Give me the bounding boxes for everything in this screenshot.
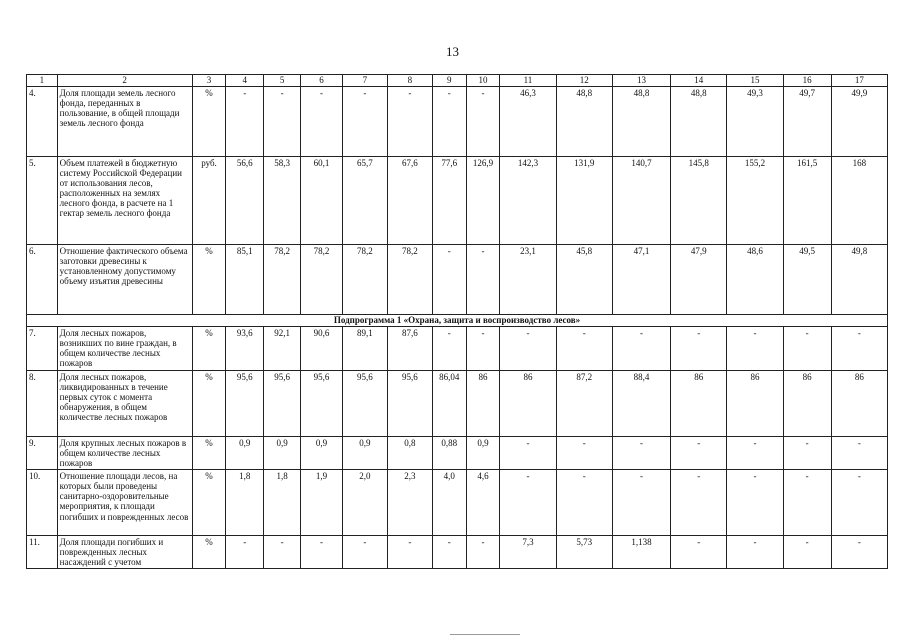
value-cell: - (556, 327, 612, 371)
indicator-name: Доля площади земель лесного фонда, переданных в пользование, в общей площади земель лесного фонда (57, 87, 192, 157)
row-number: 10. (27, 470, 58, 536)
value-cell: 86 (831, 371, 887, 437)
column-number-cell: 6 (301, 75, 343, 87)
table-row (27, 157, 888, 245)
value-cell: - (831, 437, 887, 470)
value-cell: - (301, 536, 343, 569)
column-number-cell: 14 (671, 75, 727, 87)
value-cell: 131,9 (556, 157, 612, 245)
unit-cell: % (192, 371, 226, 437)
indicator-name: Доля площади погибших и поврежденных лесных насаждений с учетом (57, 536, 192, 569)
unit-cell: % (192, 87, 226, 157)
value-cell: - (466, 245, 500, 315)
value-cell: 92,1 (264, 327, 301, 371)
value-cell: 95,6 (264, 371, 301, 437)
row-number: 6. (27, 245, 58, 315)
value-cell: 145,8 (671, 157, 727, 245)
value-cell: - (342, 87, 387, 157)
value-cell: 88,4 (612, 371, 670, 437)
column-number-cell: 10 (466, 75, 500, 87)
table-row (27, 536, 888, 569)
value-cell: - (500, 437, 556, 470)
indicator-name: Объем платежей в бюджетную систему Российской Федерации от использования лесов, расположенных на землях лесного фонда, в расчете на 1 гектар земель лесного фонда (57, 157, 192, 245)
row-number: 9. (27, 437, 58, 470)
value-cell: 155,2 (727, 157, 783, 245)
table-row (27, 87, 888, 157)
value-cell: 49,5 (783, 245, 831, 315)
value-cell: - (500, 470, 556, 536)
value-cell: - (301, 87, 343, 157)
value-cell: 1,8 (264, 470, 301, 536)
value-cell: - (612, 327, 670, 371)
column-number-cell: 5 (264, 75, 301, 87)
value-cell: 0,9 (226, 437, 264, 470)
unit-cell: % (192, 437, 226, 470)
column-number-cell: 8 (387, 75, 432, 87)
value-cell: 126,9 (466, 157, 500, 245)
value-cell: 45,8 (556, 245, 612, 315)
column-number-cell: 2 (57, 75, 192, 87)
value-cell: 140,7 (612, 157, 670, 245)
value-cell: - (466, 87, 500, 157)
value-cell: 78,2 (387, 245, 432, 315)
table-row (27, 327, 888, 371)
value-cell: - (783, 470, 831, 536)
value-cell: - (671, 536, 727, 569)
column-number-cell: 11 (500, 75, 556, 87)
value-cell: 0,9 (342, 437, 387, 470)
value-cell: 58,3 (264, 157, 301, 245)
value-cell: - (783, 437, 831, 470)
value-cell: 0,9 (466, 437, 500, 470)
value-cell: 87,6 (387, 327, 432, 371)
value-cell: - (831, 470, 887, 536)
indicator-name: Отношение площади лесов, на которых были проведены санитарно-оздоровительные мероприятия, к площади погибших и поврежденных лесов (57, 470, 192, 536)
value-cell: 95,6 (301, 371, 343, 437)
value-cell: 0,9 (264, 437, 301, 470)
unit-cell: % (192, 327, 226, 371)
column-number-cell: 13 (612, 75, 670, 87)
value-cell: - (226, 536, 264, 569)
column-number-cell: 9 (432, 75, 466, 87)
value-cell: 86 (671, 371, 727, 437)
value-cell: 7,3 (500, 536, 556, 569)
value-cell: - (466, 327, 500, 371)
value-cell: - (500, 327, 556, 371)
value-cell: - (264, 536, 301, 569)
value-cell: 78,2 (342, 245, 387, 315)
value-cell: - (727, 327, 783, 371)
value-cell: 48,8 (556, 87, 612, 157)
value-cell: 93,6 (226, 327, 264, 371)
row-number: 7. (27, 327, 58, 371)
value-cell: - (831, 327, 887, 371)
column-number-row (27, 75, 888, 87)
value-cell: 95,6 (387, 371, 432, 437)
value-cell: 49,8 (831, 245, 887, 315)
column-number-cell: 1 (27, 75, 58, 87)
value-cell: 48,8 (671, 87, 727, 157)
value-cell: - (671, 437, 727, 470)
value-cell: 0,88 (432, 437, 466, 470)
value-cell: - (612, 437, 670, 470)
value-cell: 86 (727, 371, 783, 437)
value-cell: 65,7 (342, 157, 387, 245)
value-cell: - (466, 536, 500, 569)
value-cell: - (264, 87, 301, 157)
value-cell: 23,1 (500, 245, 556, 315)
value-cell: 47,9 (671, 245, 727, 315)
value-cell: - (556, 470, 612, 536)
page-number: 13 (446, 44, 459, 59)
value-cell: - (783, 536, 831, 569)
unit-cell: % (192, 536, 226, 569)
value-cell: - (387, 87, 432, 157)
table-body (27, 75, 888, 569)
row-number: 8. (27, 371, 58, 437)
value-cell: - (727, 437, 783, 470)
value-cell: 1,138 (612, 536, 670, 569)
value-cell: 78,2 (264, 245, 301, 315)
value-cell: 2,0 (342, 470, 387, 536)
column-number-cell: 17 (831, 75, 887, 87)
value-cell: 46,3 (500, 87, 556, 157)
unit-cell: % (192, 245, 226, 315)
value-cell: 1,9 (301, 470, 343, 536)
value-cell: 49,9 (831, 87, 887, 157)
value-cell: - (432, 245, 466, 315)
value-cell: 48,6 (727, 245, 783, 315)
value-cell: 67,6 (387, 157, 432, 245)
table-row (27, 470, 888, 536)
table-row (27, 245, 888, 315)
section-title: Подпрограмма 1 «Охрана, защита и воспроизводство лесов» (27, 315, 888, 327)
value-cell: - (671, 470, 727, 536)
value-cell: 89,1 (342, 327, 387, 371)
value-cell: - (226, 87, 264, 157)
value-cell: 0,9 (301, 437, 343, 470)
value-cell: 85,1 (226, 245, 264, 315)
value-cell: - (556, 437, 612, 470)
value-cell: - (612, 470, 670, 536)
column-number-cell: 4 (226, 75, 264, 87)
value-cell: 142,3 (500, 157, 556, 245)
value-cell: 2,3 (387, 470, 432, 536)
column-number-cell: 15 (727, 75, 783, 87)
value-cell: - (831, 536, 887, 569)
scan-artifact (450, 634, 520, 635)
row-number: 4. (27, 87, 58, 157)
indicator-name: Доля лесных пожаров, возникших по вине граждан, в общем количестве лесных пожаров (57, 327, 192, 371)
value-cell: 95,6 (342, 371, 387, 437)
column-number-cell: 16 (783, 75, 831, 87)
value-cell: - (671, 327, 727, 371)
row-number: 11. (27, 536, 58, 569)
value-cell: 49,3 (727, 87, 783, 157)
value-cell: 5,73 (556, 536, 612, 569)
indicator-name: Отношение фактического объема заготовки древесины к установленному допустимому объему изъятия древесины (57, 245, 192, 315)
indicators-table (26, 74, 888, 569)
unit-cell: руб. (192, 157, 226, 245)
indicator-name: Доля лесных пожаров, ликвидированных в течение первых суток с момента обнаружения, в общем количестве лесных пожаров (57, 371, 192, 437)
value-cell: 168 (831, 157, 887, 245)
column-number-cell: 3 (192, 75, 226, 87)
value-cell: 86 (783, 371, 831, 437)
value-cell: 48,8 (612, 87, 670, 157)
value-cell: 47,1 (612, 245, 670, 315)
value-cell: 95,6 (226, 371, 264, 437)
value-cell: 90,6 (301, 327, 343, 371)
unit-cell: % (192, 470, 226, 536)
value-cell: 60,1 (301, 157, 343, 245)
value-cell: - (783, 327, 831, 371)
value-cell: 4,6 (466, 470, 500, 536)
column-number-cell: 7 (342, 75, 387, 87)
value-cell: 56,6 (226, 157, 264, 245)
column-number-cell: 12 (556, 75, 612, 87)
value-cell: 86,04 (432, 371, 466, 437)
value-cell: 4,0 (432, 470, 466, 536)
value-cell: 86 (500, 371, 556, 437)
value-cell: - (432, 327, 466, 371)
value-cell: 77,6 (432, 157, 466, 245)
row-number: 5. (27, 157, 58, 245)
value-cell: 86 (466, 371, 500, 437)
value-cell: - (387, 536, 432, 569)
indicator-name: Доля крупных лесных пожаров в общем количестве лесных пожаров (57, 437, 192, 470)
value-cell: - (432, 87, 466, 157)
value-cell: - (727, 536, 783, 569)
value-cell: 78,2 (301, 245, 343, 315)
value-cell: 49,7 (783, 87, 831, 157)
value-cell: 161,5 (783, 157, 831, 245)
section-header-row (27, 315, 888, 327)
table-row (27, 371, 888, 437)
value-cell: 1,8 (226, 470, 264, 536)
table-row (27, 437, 888, 470)
value-cell: - (727, 470, 783, 536)
value-cell: - (342, 536, 387, 569)
value-cell: 0,8 (387, 437, 432, 470)
value-cell: - (432, 536, 466, 569)
value-cell: 87,2 (556, 371, 612, 437)
